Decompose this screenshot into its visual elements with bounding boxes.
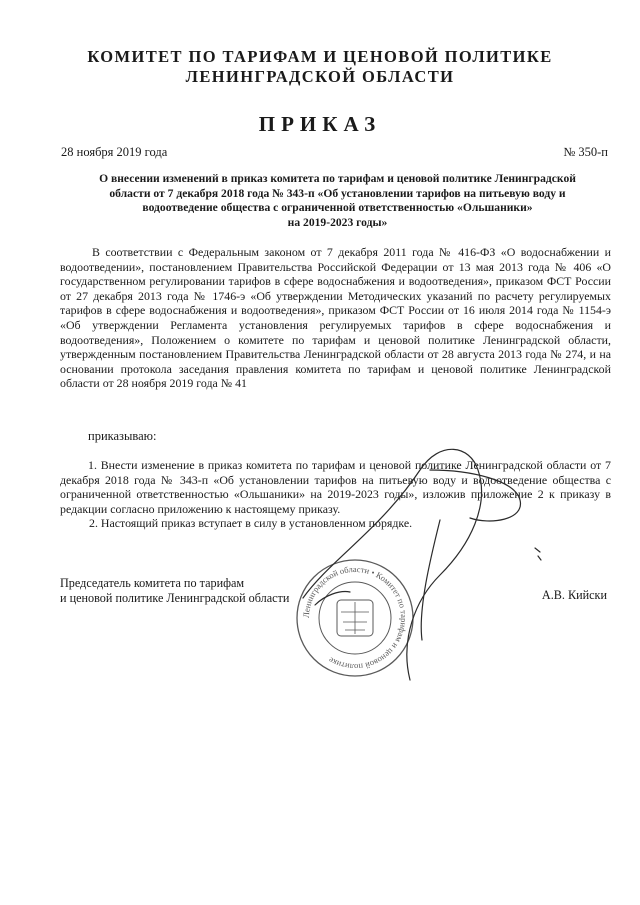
order-item-2: 2. Настоящий приказ вступает в силу в установленном порядке. (89, 516, 413, 530)
order-item-1: 1. Внести изменение в приказ комитета по тарифам и ценовой политике Ленинградской области от 7 декабря 2018 года № 343-п «Об установлении тарифов на питьевую воду и водоотведение общества с ограниченной ответственностью «Ольшаники» на 2019-2023 годы», изложив приложение 2 к приказу в редакции согласно приложению к настоящему приказу. (60, 458, 611, 516)
svg-text:Ленинградской области • Комите (301, 564, 409, 672)
document-subject (60, 172, 615, 230)
subject-line: на 2019-2023 годы» (287, 215, 388, 229)
subject-line: О внесении изменений в приказ комитета по тарифам и ценовой политике Ленинградской (99, 172, 576, 185)
org-name-line1: КОМИТЕТ ПО ТАРИФАМ И ЦЕНОВОЙ ПОЛИТИКЕ (87, 47, 553, 66)
document-type: ПРИКАЗ (258, 112, 382, 136)
coat-of-arms-icon (337, 600, 373, 636)
signatory-title-line1: Председатель комитета по тарифам (60, 576, 245, 590)
subject-line: области от 7 декабря 2018 года № 343-п «Об установлении тарифов на питьевую воду и (109, 186, 566, 200)
document-date: 28 ноября 2019 года (61, 145, 168, 159)
signatory-title-line2: и ценовой политике Ленинградской области (60, 591, 290, 605)
subject-line: водоотведение общества с ограниченной ответственностью «Ольшаники» (142, 201, 533, 215)
signatory-name: А.В. Кийски (541, 588, 607, 602)
official-stamp (297, 560, 413, 676)
stamp-ring-text: Ленинградской области • Комитет по тарифам и ценовой политике (300, 563, 410, 673)
preamble-paragraph: В соответствии с Федеральным законом от 7 декабря 2011 года № 416-ФЗ «О водоснабжении и водоотведении», постановлением Правительства Российской Федерации от 13 мая 2013 года № 406 «О государственном регулировании тарифов в сфере водоснабжения и водоотведения», приказом ФСТ России от 27 декабря 2013 года № 1746-э «Об утверждении Методических указаний по расчету регулируемых тарифов в сфере водоснабжения и водоотведения», приказом ФСТ России от 16 июля 2014 года № 1154-э «Об утверждении Регламента установления регулируемых тарифов в сфере водоснабжения и водоотведения», Положением о комитете по тарифам и ценовой политике Ленинградской области, утвержденным постановлением Правительства Ленинградской области от 28 августа 2013 года № 274, и на основании протокола заседания правления комитета по тарифам и ценовой политике Ленинградской области от 28 ноября 2019 года № 41 (60, 245, 611, 391)
org-name-line2: ЛЕНИНГРАДСКОЙ ОБЛАСТИ (185, 67, 455, 86)
document-number: № 350-п (563, 145, 608, 159)
order-word: приказываю: (88, 429, 157, 443)
